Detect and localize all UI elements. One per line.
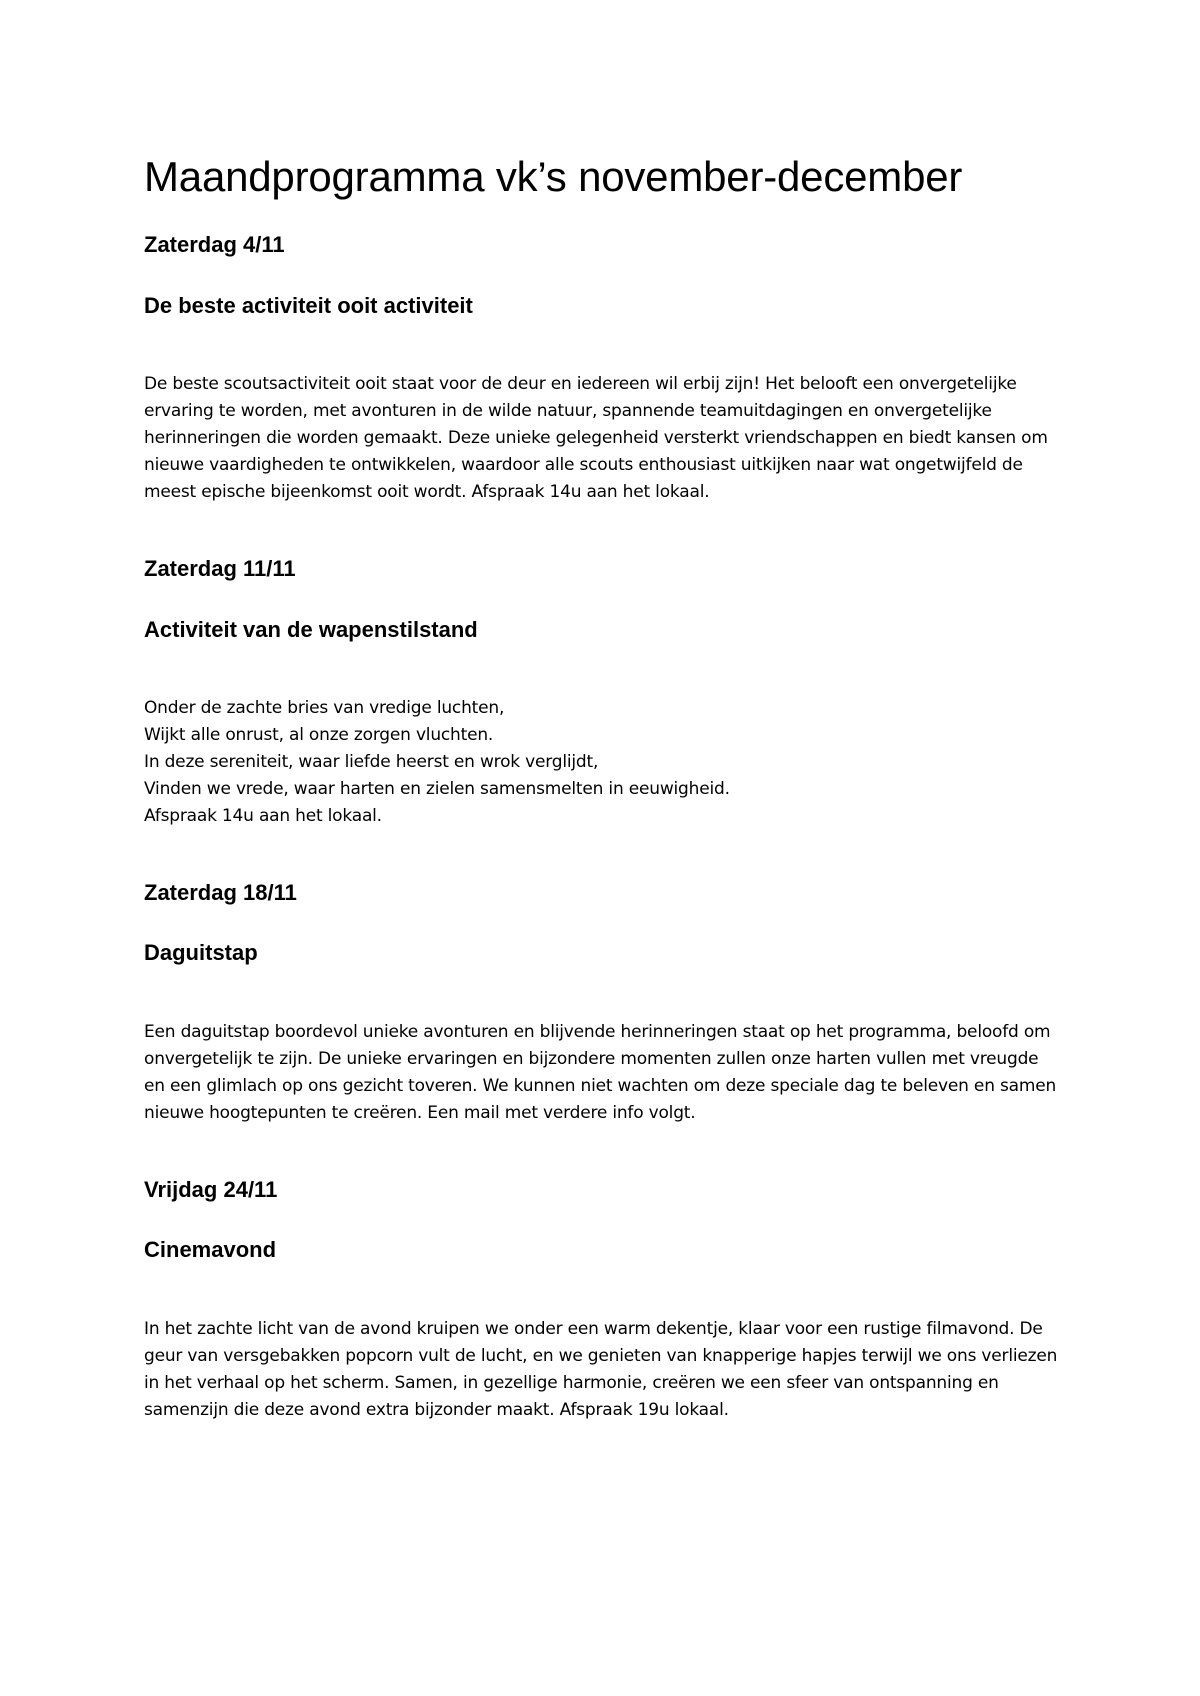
- activity-title: Activiteit van de wapenstilstand: [144, 616, 478, 642]
- section-date: Vrijdag 24/11: [144, 1176, 278, 1202]
- section-vrijdag-24-11: [144, 1177, 1064, 1424]
- activity-title: De beste activiteit ooit activiteit: [144, 292, 473, 318]
- activity-description: Een daguitstap boordevol unieke avonturen en blijvende herinneringen staat op het programma, beloofd om onvergetelijk te zijn. De unieke ervaringen en bijzondere momenten zullen onze harten vullen met vreugde en een glimlach op ons gezicht toveren. We kunnen niet wachten om deze speciale dag te beleven en samen nieuwe hoogtepunten te creëren. Een mail met verdere info volgt.: [144, 1021, 1057, 1123]
- poem-line: Wijkt alle onrust, al onze zorgen vluchten.: [144, 724, 494, 745]
- poem-line: Afspraak 14u aan het lokaal.: [144, 805, 382, 826]
- section-zaterdag-11-11: [144, 556, 1064, 830]
- document-page: [144, 140, 1064, 1474]
- section-date: Zaterdag 4/11: [144, 232, 285, 258]
- activity-description: De beste scoutsactiviteit ooit staat voor de deur en iedereen wil erbij zijn! Het belooft een onvergetelijke ervaring te worden, met avonturen in de wilde natuur, spannende teamuitdagingen en onvergetelijke herinneringen die worden gemaakt. Deze unieke gelegenheid versterkt vriendschappen en biedt kansen om nieuwe vaardigheden te ontwikkelen, waardoor alle scouts enthousiast uitkijken naar wat ongetwijfeld de meest epische bijeenkomst ooit wordt. Afspraak 14u aan het lokaal.: [144, 374, 1048, 503]
- section-date: Zaterdag 11/11: [144, 556, 296, 582]
- section-zaterdag-4-11: [144, 232, 1064, 506]
- section-date: Zaterdag 18/11: [144, 879, 297, 905]
- section-zaterdag-18-11: [144, 880, 1064, 1127]
- activity-title: Cinemavond: [144, 1237, 277, 1263]
- poem-line: Onder de zachte bries van vredige luchten,: [144, 697, 505, 718]
- poem-line: Vinden we vrede, waar harten en zielen samensmelten in eeuwigheid.: [144, 778, 730, 799]
- activity-poem: [144, 695, 1064, 830]
- activity-title: Daguitstap: [144, 940, 258, 966]
- activity-description: In het zachte licht van de avond kruipen we onder een warm dekentje, klaar voor een rustige filmavond. De geur van versgebakken popcorn vult de lucht, en we genieten van knapperige hapjes terwijl we ons verliezen in het verhaal op het scherm. Samen, in gezellige harmonie, creëren we een sfeer van ontspanning en samenzijn die deze avond extra bijzonder maakt. Afspraak 19u lokaal.: [144, 1318, 1058, 1420]
- document-title: Maandprogramma vk’s november-december: [144, 153, 963, 200]
- poem-line: In deze sereniteit, waar liefde heerst en wrok verglijdt,: [144, 751, 599, 772]
